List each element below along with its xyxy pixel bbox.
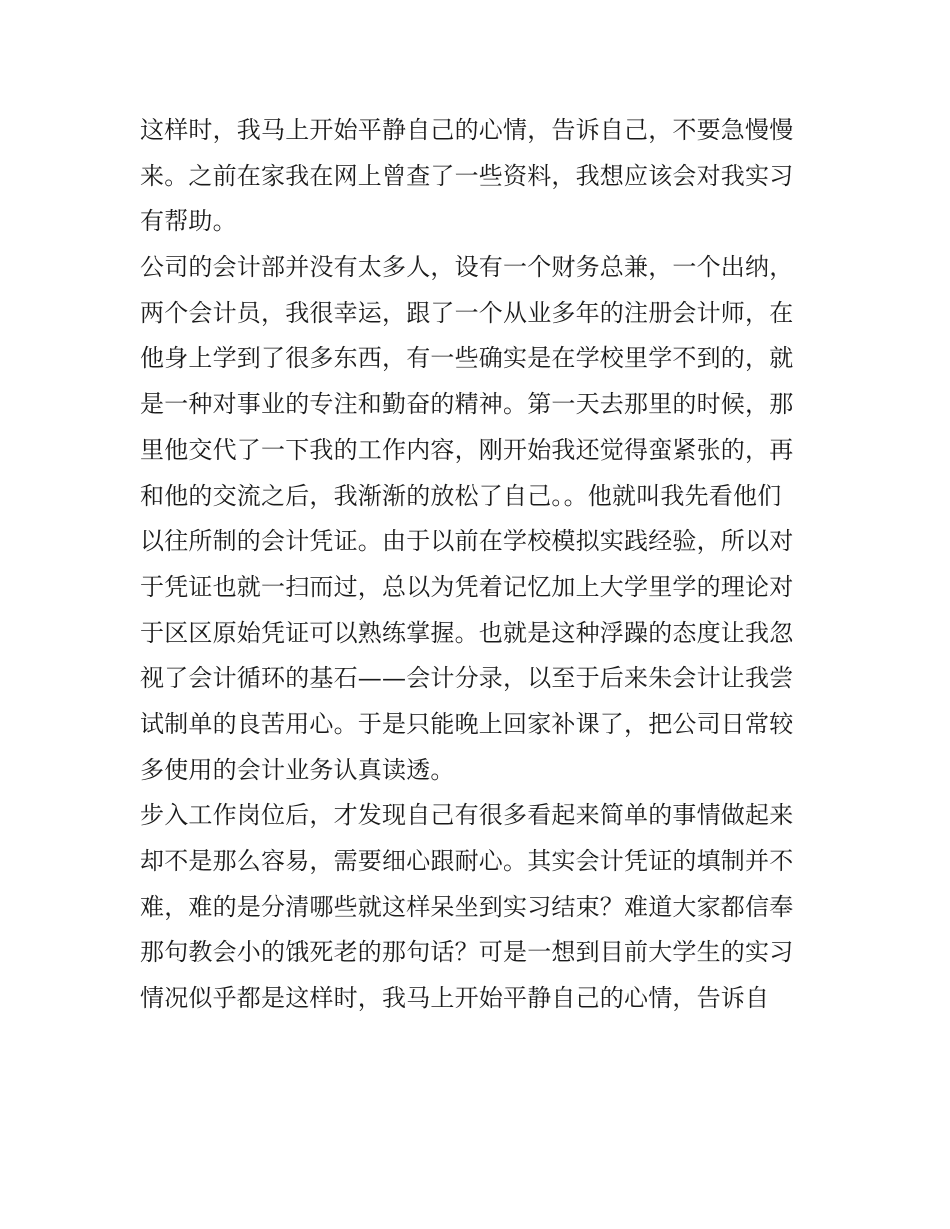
text-line: 于区区原始凭证可以熟练掌握。也就是这种浮躁的态度让我忽	[140, 618, 794, 647]
text-line: 两个会计员，我很幸运，跟了一个从业多年的注册会计师，在	[140, 298, 794, 327]
text-line: 那句教会小的饿死老的那句话？可是一想到目前大学生的实习	[140, 938, 794, 967]
text-line: 却不是那么容易，需要细心跟耐心。其实会计凭证的填制并不	[140, 847, 794, 875]
text-line: 情况似乎都是这样时，我马上开始平静自己的心情，告诉自	[140, 984, 770, 1013]
text-line: 和他的交流之后，我渐渐的放松了自己。。他就叫我先看他们	[140, 481, 782, 510]
text-line: 视了会计循环的基石——会计分录，以至于后来朱会计让我尝	[140, 664, 794, 693]
document-body	[140, 108, 820, 1022]
text-line: 有帮助。	[140, 207, 237, 236]
text-line: 公司的会计部并没有太多人，设有一个财务总兼，一个出纳，	[140, 253, 794, 282]
text-line: 步入工作岗位后，才发现自己有很多看起来简单的事情做起来	[140, 801, 794, 830]
text-line: 难，难的是分清哪些就这样呆坐到实习结束？难道大家都信奉	[140, 892, 794, 921]
text-line: 这样时，我马上开始平静自己的心情，告诉自己，不要急慢慢	[140, 116, 794, 144]
text-line: 他身上学到了很多东西，有一些确实是在学校里学不到的，就	[140, 344, 794, 373]
text-line: 以往所制的会计凭证。由于以前在学校模拟实践经验，所以对	[140, 527, 794, 556]
text-line: 多使用的会计业务认真读透。	[140, 755, 455, 784]
text-line: 于凭证也就一扫而过，总以为凭着记忆加上大学里学的理论对	[140, 572, 794, 601]
text-line: 试制单的良苦用心。于是只能晚上回家补课了，把公司日常较	[140, 709, 794, 738]
text-line: 里他交代了一下我的工作内容，刚开始我还觉得蛮紧张的，再	[140, 435, 794, 464]
text-line: 是一种对事业的专注和勤奋的精神。第一天去那里的时候，那	[140, 390, 794, 419]
text-line: 来。之前在家我在网上曾查了一些资料，我想应该会对我实习	[140, 161, 794, 190]
